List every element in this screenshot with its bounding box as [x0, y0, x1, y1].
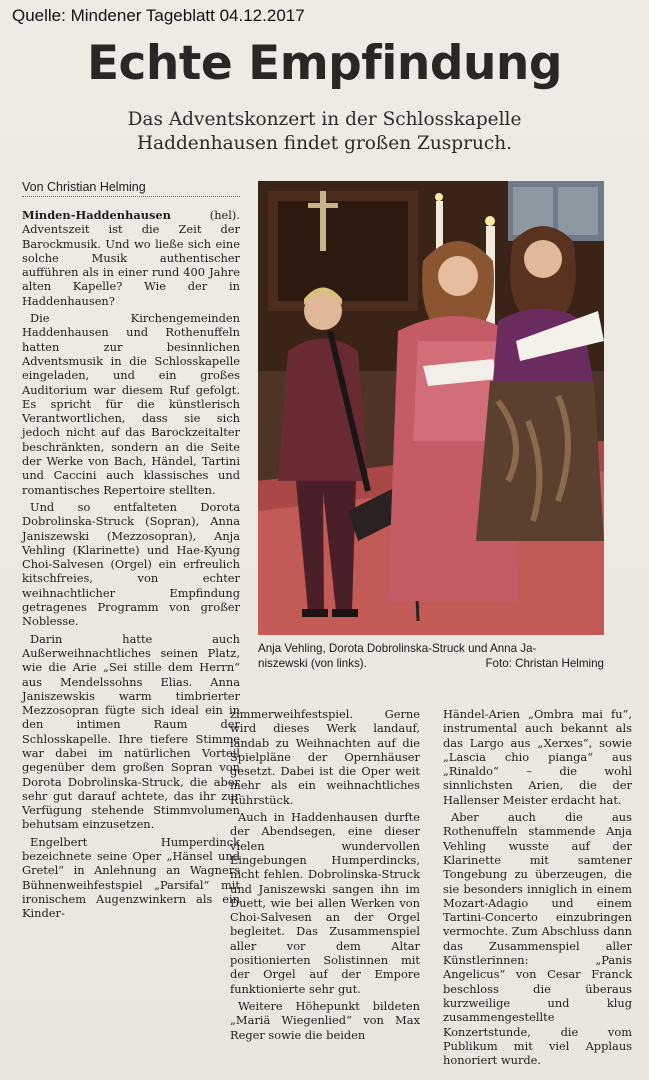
paragraph	[22, 208, 240, 308]
subheadline-line-2: Haddenhausen findet großen Zuspruch.	[136, 133, 513, 154]
paragraph: Aber auch die aus Rothenuffeln stammende Anja Vehling wusste auf der Klarinette mit samtener Tongebung zu überzeugen, die sie besonders inniglich in einem Mozart-Adagio und einem Tartini-Concerto einzubringen vermochte. Zum Abschluss dann das Zusammenspiel aller Künstlerinnen: „Panis Angelicus“ von Cesar Franck beschloss die überaus kurzweilige und klug zusammengestellte Konzertstunde, die vom Publikum mit viel Applaus honoriert wurde.	[443, 810, 632, 1068]
concert-photo	[258, 181, 604, 635]
performers-illustration	[258, 181, 604, 635]
paragraph: Und so entfalteten Dorota Dobrolinska-Struck (Sopran), Anna Janiszewski (Mezzosopran), Anja Vehling (Klarinette) und Hae-Kyung Choi-Salvesen (Orgel) ein erfreulich kitschfreies, von echter weihnachtlicher Empfindung getragenes Programm von großer Noblesse.	[22, 499, 240, 629]
dateline: Minden-Haddenhausen	[22, 208, 171, 222]
paragraph: Weitere Höhepunkt bildeten „Mariä Wiegenlied“ von Max Reger sowie die beiden	[230, 998, 420, 1042]
caption-line-1: Anja Vehling, Dorota Dobrolinska-Struck und Anna Ja-	[258, 642, 537, 655]
byline: Von Christian Helming	[22, 180, 240, 197]
paragraph: Die Kirchengemeinden Haddenhausen und Rothenuffeln hatten zur besinnlichen Adventsmusik in die Schlosskapelle eingeladen, und ein großes Auditorium war diesem Ruf gefolgt. Es spricht für die künstlerisch Verantwortlichen, dass sie sich jedoch nicht auf das Barockzeitalter beschränkten, sondern an die Seite der Werke von Bach, Händel, Tartini und Caccini auch klassisches und romantisches Repertoire stellten.	[22, 311, 240, 497]
subheadline	[0, 108, 649, 156]
photo-caption	[258, 641, 608, 671]
headline: Echte Empfindung	[86, 36, 563, 91]
photo-credit: Foto: Christan Helming	[485, 657, 604, 670]
article-column-1	[22, 208, 240, 921]
article-column-3	[443, 707, 632, 1067]
caption-line-2: niszewski (von links).	[258, 657, 367, 670]
paragraph-text: (hel). Adventszeit ist die Zeit der Barockmusik. Und wo ließe sich eine solche Musik authentischer aufführen als in einer rund 400 Jahre alten Kapelle? Wie der in Haddenhausen?	[22, 208, 240, 308]
paragraph: Händel-Arien „Ombra mai fu“, instrumental auch bekannt als das Largo aus „Xerxes“, sowie „Lascia chio pianga“ aus „Rinaldo“ – die wohl sinnlichsten Arien, die der Hallenser Meister erdacht hat.	[443, 707, 632, 807]
paragraph: Auch in Haddenhausen durfte der Abendsegen, eine dieser vielen wundervollen Eingebungen Humperdincks, nicht fehlen. Dobrolinska-Struck und Janiszewski sangen ihn im Duett, wie bei allen Werken von Choi-Salvesen an der Orgel begleitet. Das Zusammenspiel aller vor dem Altar positionierten Solistinnen mit der Orgel auf der Empore funktionierte sehr gut.	[230, 810, 420, 996]
paragraph: Darin hatte auch Außerweihnachtliches seinen Platz, wie die Arie „Sei stille dem Herrn“ aus Mendelssohns Elias. Anna Janiszewskis warm timbrierter Mezzosopran fügte sich ideal ein in den intimen Raum der Schlosskapelle. Ihre tiefere Stimme war dabei im natürlichen Vorteil gegenüber dem großen Sopran von Dorota Dobrolinska-Struck, die aber sehr gut darauf achtete, das ihr zur Verfügung stehende Stimmvolumen behutsam einzusetzen.	[22, 631, 240, 832]
subheadline-line-1: Das Adventskonzert in der Schlosskapelle	[127, 109, 522, 130]
paragraph: Engelbert Humperdinck bezeichnete seine Oper „Hänsel und Gretel“ in Anlehnung an Wagners Bühnenweihfestspiel „Parsifal“ mit ironischem Augenzwinkern als ein Kinder-	[22, 834, 240, 921]
article-column-2	[230, 707, 420, 1042]
paragraph: zimmerweihfestspiel. Gerne wird dieses Werk landauf, landab zu Weihnachten auf die Spielpläne der Opernhäuser gesetzt. Dabei ist die Oper weit mehr als ein weihnachtliches Rührstück.	[230, 707, 420, 807]
source-line: Quelle: Mindener Tageblatt 04.12.2017	[12, 6, 305, 25]
